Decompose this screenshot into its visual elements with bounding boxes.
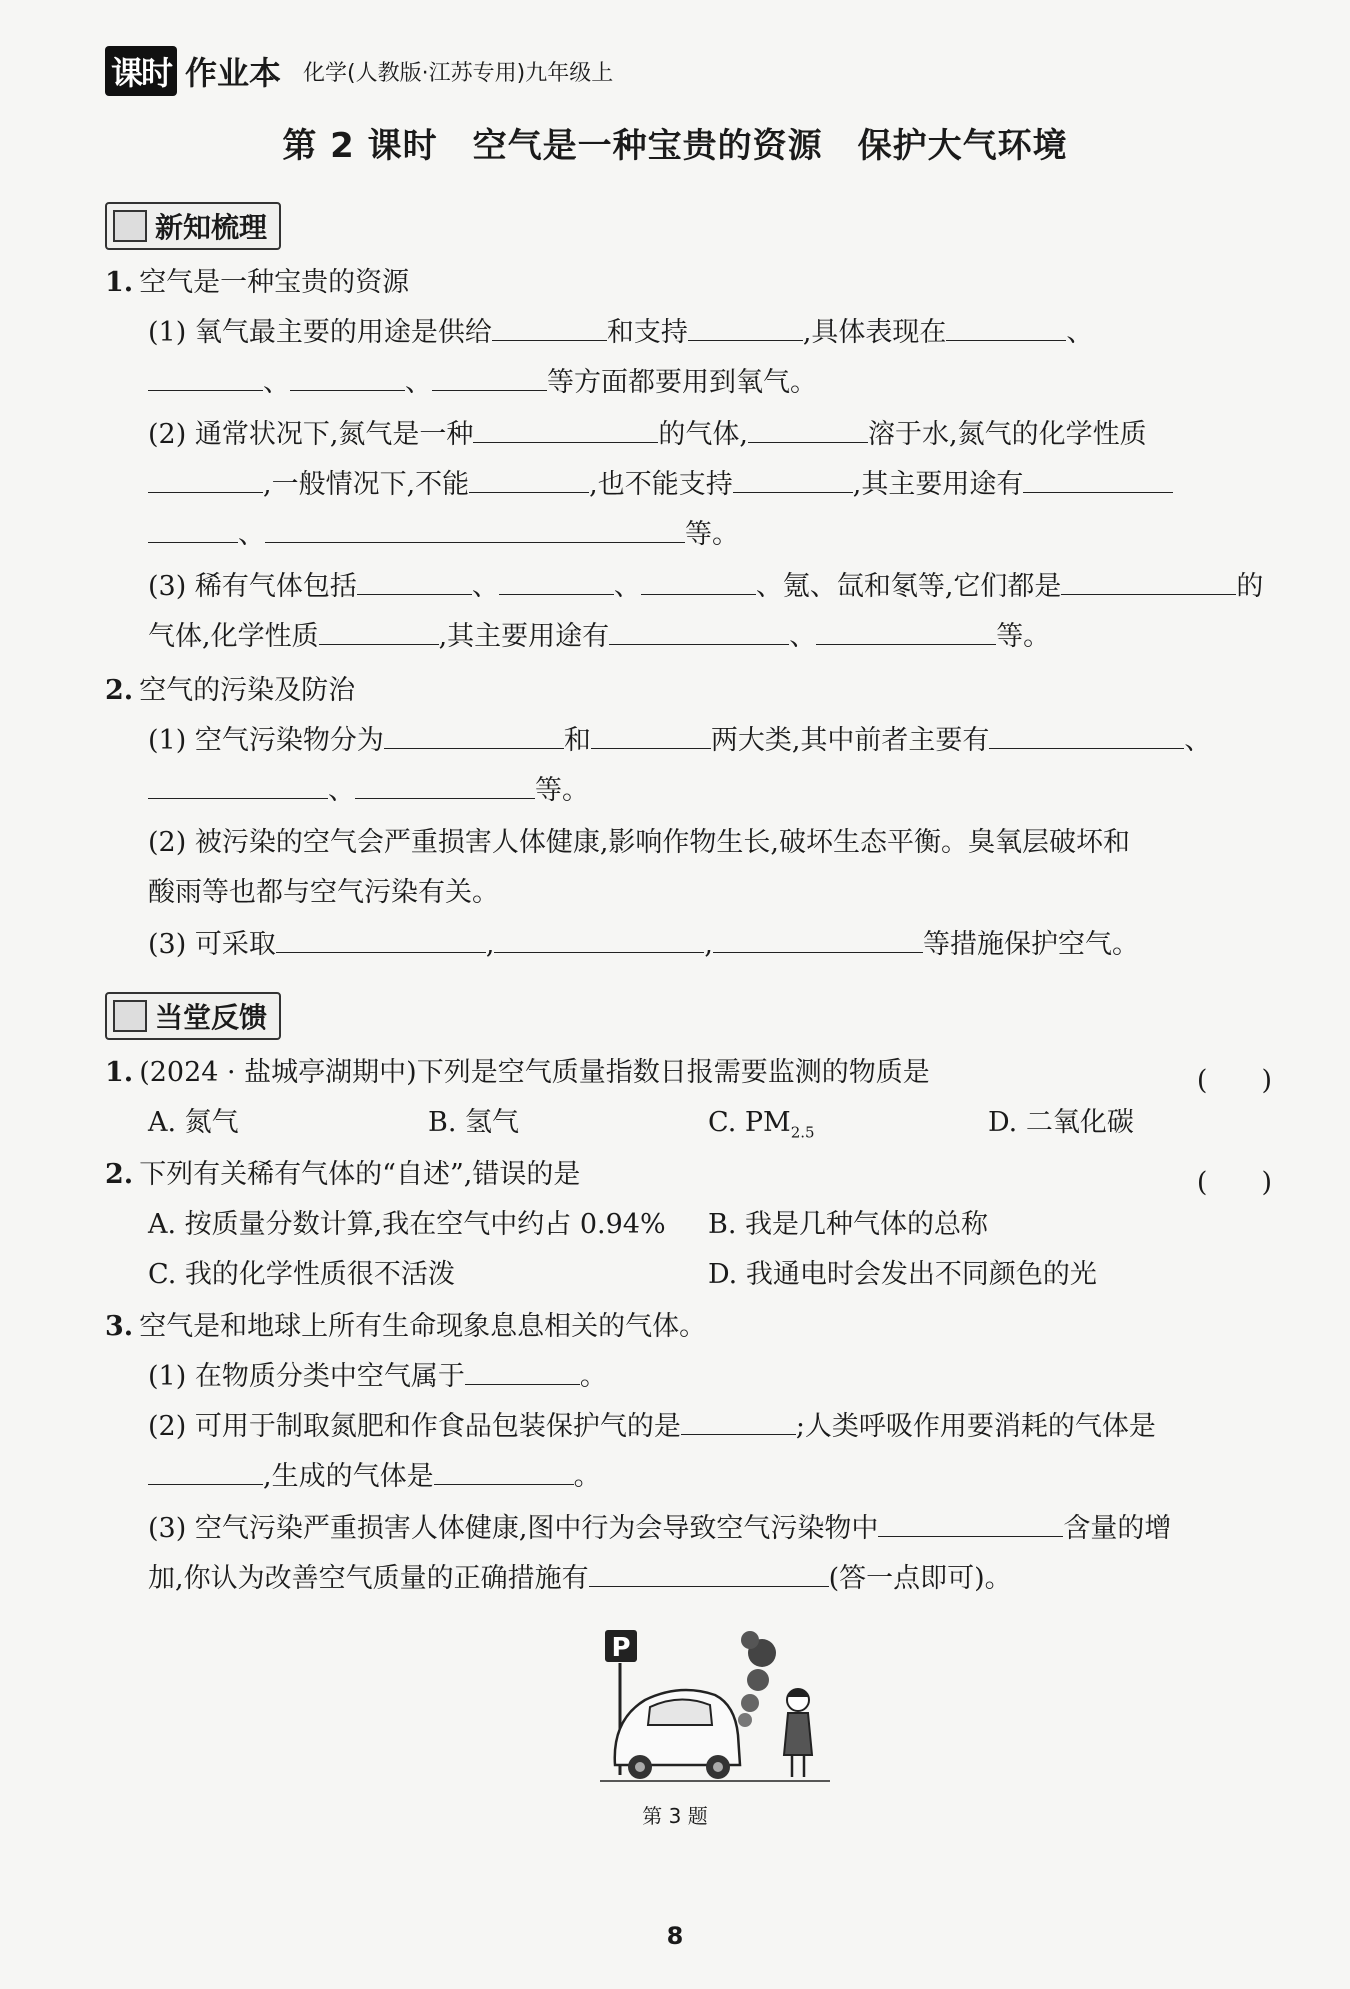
blank[interactable]: [492, 312, 607, 341]
blank[interactable]: [355, 770, 535, 799]
question-2-3: (3) 可采取 , , 等措施保护空气。: [148, 920, 1275, 970]
blank[interactable]: [589, 1558, 829, 1587]
answer-paren[interactable]: ( ): [1196, 1167, 1272, 1198]
blank[interactable]: [733, 464, 853, 493]
blank[interactable]: [878, 1508, 1063, 1537]
question-1-3-cont: 气体,化学性质 ,其主要用途有 、 等。: [148, 612, 1275, 662]
section-tag-new-knowledge: [105, 202, 281, 250]
figure-caption: 第 3 题: [642, 1804, 708, 1828]
blank[interactable]: [713, 924, 923, 953]
option-c[interactable]: C. $PM_{2.5}$: [708, 1107, 815, 1142]
feedback-question-2-options-row1: [148, 1200, 1275, 1250]
feedback-question-1: 1. (2024 · 盐城亭湖期中)下列是空气质量指数日报需要监测的物质是: [105, 1057, 930, 1088]
pencil-icon: [113, 1000, 147, 1032]
feedback-question-3-3-cont: 加,你认为改善空气质量的正确措施有 (答一点即可)。: [148, 1554, 1275, 1604]
book-subtitle: 化学(人教版·江苏专用)九年级上: [303, 60, 614, 86]
option-b[interactable]: B. 我是几种气体的总称: [708, 1209, 989, 1240]
blank[interactable]: [1061, 566, 1236, 595]
blank[interactable]: [688, 312, 803, 341]
blank[interactable]: [499, 566, 614, 595]
blank[interactable]: [473, 414, 658, 443]
option-a[interactable]: A. 氮气: [148, 1107, 239, 1138]
blank[interactable]: [148, 1456, 263, 1485]
book-icon: [113, 210, 147, 242]
blank[interactable]: [319, 616, 439, 645]
blank[interactable]: [748, 414, 868, 443]
option-d[interactable]: D. 二氧化碳: [988, 1107, 1134, 1138]
blank[interactable]: [148, 362, 263, 391]
section-tag-class-feedback: [105, 992, 281, 1040]
series-name: 作业本: [185, 54, 282, 92]
exhaust-smoke-icon: [738, 1631, 776, 1727]
blank[interactable]: [681, 1406, 796, 1435]
blank[interactable]: [946, 312, 1066, 341]
blank[interactable]: [469, 464, 589, 493]
blank[interactable]: [816, 616, 996, 645]
car-exhaust-illustration: [600, 1625, 830, 1790]
blank[interactable]: [148, 464, 263, 493]
feedback-question-3-1: (1) 在物质分类中空气属于 。: [148, 1352, 1275, 1402]
section-tag-label: 新知梳理: [155, 211, 268, 244]
woman-icon: [784, 1689, 812, 1778]
blank[interactable]: [1023, 464, 1173, 493]
option-a[interactable]: A. 按质量分数计算,我在空气中约占 0.94%: [148, 1209, 666, 1240]
blank[interactable]: [357, 566, 472, 595]
blank[interactable]: [148, 770, 328, 799]
question-2-title: 2. 空气的污染及防治: [105, 675, 356, 706]
question-1-1: (1) 氧气最主要的用途是供给 和支持 ,具体表现在 、: [148, 308, 1275, 358]
feedback-question-1-options: [148, 1098, 1275, 1157]
question-1-2-cont: ,一般情况下,不能 ,也不能支持 ,其主要用途有: [148, 460, 1275, 510]
blank[interactable]: [290, 362, 405, 391]
page-header: [105, 48, 613, 94]
feedback-question-3-3: (3) 空气污染严重损害人体健康,图中行为会导致空气污染物中 含量的增: [148, 1504, 1275, 1554]
blank[interactable]: [148, 514, 238, 543]
blank[interactable]: [276, 924, 486, 953]
blank[interactable]: [384, 720, 564, 749]
svg-text:P: P: [611, 1633, 631, 1663]
blank[interactable]: [591, 720, 711, 749]
option-d[interactable]: D. 我通电时会发出不同颜色的光: [708, 1259, 1097, 1290]
blank[interactable]: [609, 616, 789, 645]
question-1-2-end: 、 等。: [148, 510, 1275, 560]
question-1-3: (3) 稀有气体包括 、 、 、氪、氙和氡等,它们都是 的: [148, 562, 1275, 612]
lesson-title: 第 2 课时 空气是一种宝贵的资源 保护大气环境: [282, 126, 1068, 166]
option-c[interactable]: C. 我的化学性质很不活泼: [148, 1259, 455, 1290]
question-2-1: (1) 空气污染物分为 和 两大类,其中前者主要有 、: [148, 716, 1275, 766]
series-logo: 课时: [105, 46, 177, 96]
question-2-1-cont: 、 等。: [148, 766, 1275, 816]
answer-paren[interactable]: ( ): [1196, 1065, 1272, 1096]
option-b[interactable]: B. 氢气: [428, 1107, 520, 1138]
blank[interactable]: [265, 514, 685, 543]
blank[interactable]: [465, 1356, 580, 1385]
feedback-question-2: 2. 下列有关稀有气体的“自述”,错误的是: [105, 1159, 581, 1190]
question-1-1-cont: 、 、 等方面都要用到氧气。: [148, 358, 1275, 408]
blank[interactable]: [432, 362, 547, 391]
feedback-question-3-2-cont: ,生成的气体是 。: [148, 1452, 1275, 1502]
question-2-2: (2) 被污染的空气会严重损害人体健康,影响作物生长,破坏生态平衡。臭氧层破坏和: [148, 827, 1130, 858]
blank[interactable]: [641, 566, 756, 595]
question-2-2-cont: 酸雨等也都与空气污染有关。: [148, 877, 499, 908]
blank[interactable]: [989, 720, 1184, 749]
section-tag-label: 当堂反馈: [155, 1001, 268, 1034]
blank[interactable]: [494, 924, 704, 953]
question-1-2: (2) 通常状况下,氮气是一种 的气体, 溶于水,氮气的化学性质: [148, 410, 1275, 460]
car-icon: [615, 1690, 740, 1779]
question-1-title: 1. 空气是一种宝贵的资源: [105, 267, 410, 298]
feedback-question-3-2: (2) 可用于制取氮肥和作食品包装保护气的是 ;人类呼吸作用要消耗的气体是: [148, 1402, 1275, 1452]
blank[interactable]: [434, 1456, 574, 1485]
feedback-question-3: 3. 空气是和地球上所有生命现象息息相关的气体。: [105, 1311, 707, 1342]
feedback-question-2-options-row2: [148, 1250, 1275, 1300]
page-number: 8: [666, 1922, 684, 1950]
